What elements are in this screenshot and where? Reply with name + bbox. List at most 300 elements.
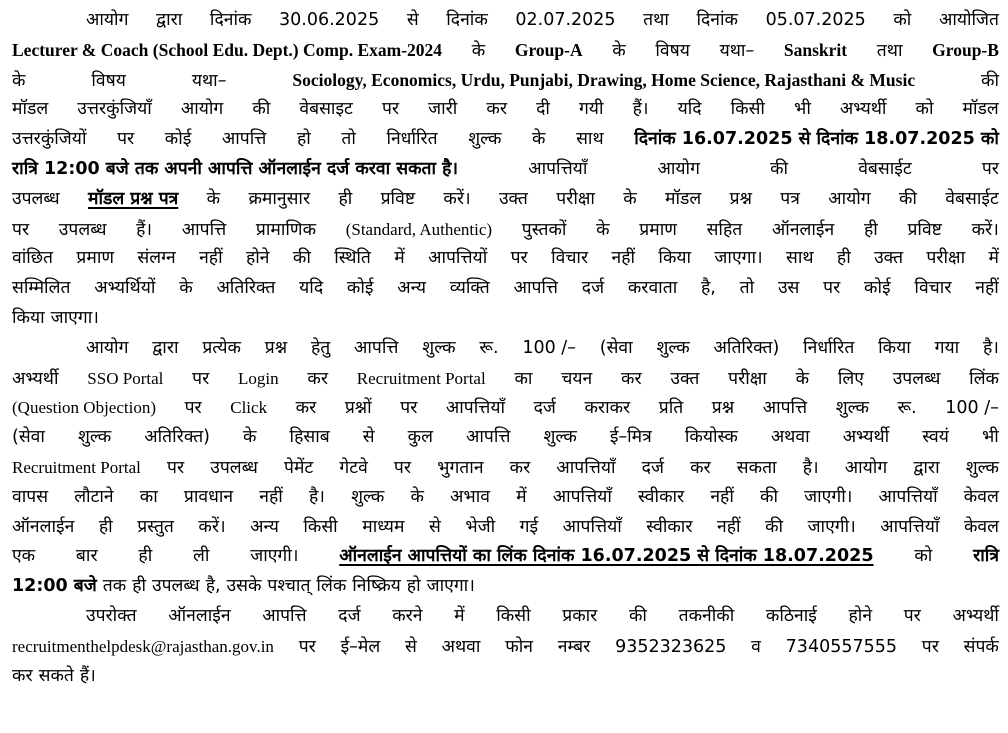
notice-line [12, 334, 999, 364]
notice-line [12, 215, 999, 245]
notice-text: आपत्ति [513, 278, 559, 299]
notice-text: विषय [655, 40, 690, 61]
notice-text: किया [878, 337, 911, 358]
notice-text: किसी [730, 99, 765, 120]
notice-text: अथवा [770, 427, 810, 448]
notice-text: नहीं [259, 486, 283, 507]
notice-text: ई–मित्र [609, 427, 652, 448]
notice-text: आपत्ति [466, 427, 511, 448]
notice-text: प्रश्न [711, 398, 735, 419]
notice-text: अभ्यर्थी [839, 99, 887, 120]
notice-text: विचार [914, 278, 952, 299]
notice-line [12, 304, 999, 334]
notice-text: के [410, 486, 424, 507]
notice-text: आयोग [844, 457, 888, 478]
emphasized-text: 12:00 बजे [12, 576, 97, 597]
notice-text: उक्त [874, 248, 904, 269]
notice-line [12, 662, 999, 692]
notice-text: से [362, 427, 375, 448]
notice-text: ई–मेल [340, 636, 381, 657]
notice-text: पर [192, 368, 210, 389]
notice-text: द्वारा [152, 337, 179, 358]
notice-text: परीक्षा [556, 188, 595, 209]
notice-text: ली [193, 546, 210, 567]
notice-text: व्यक्ति [449, 278, 490, 299]
notice-text: के [471, 40, 486, 61]
notice-line [12, 453, 999, 483]
notice-text: के [532, 129, 546, 150]
notice-text: सम्मिलित [12, 278, 71, 299]
notice-text: के [243, 427, 257, 448]
notice-text: के [179, 278, 193, 299]
notice-text: क्रमानुसार [248, 188, 311, 209]
notice-text: शुल्क [965, 457, 999, 478]
notice-text: आयोजित [938, 10, 999, 30]
notice-text: के [623, 188, 637, 209]
notice-text: शुल्क [468, 129, 502, 150]
notice-line [12, 393, 999, 423]
notice-text: करवाता [627, 278, 678, 299]
emphasized-text: रात्रि 12:00 बजे तक अपनी आपत्ति ऑनलाईन दर्ज करवा सकता है। [12, 158, 459, 179]
notice-text: प्रमाण [76, 248, 115, 269]
notice-text: 9352323625 [615, 636, 727, 657]
notice-text: आपत्तियाँ [445, 398, 506, 419]
notice-text: (सेवा [12, 427, 45, 448]
emphasized-text: Group-B [932, 39, 999, 60]
notice-line [12, 513, 999, 543]
notice-text: दिनांक [446, 10, 488, 30]
notice-text: परीक्षा [926, 248, 966, 269]
notice-text: करें। [443, 188, 471, 209]
notice-text: पर [921, 636, 939, 657]
notice-text: ऑनलाईन [12, 516, 75, 537]
emphasized-text: Click [230, 398, 268, 418]
notice-text: उक्त [498, 188, 528, 209]
emphasized-text: Group-A [514, 39, 583, 60]
notice-text: आपत्ति [354, 337, 399, 358]
notice-text: नहीं [199, 248, 223, 269]
notice-text: शुल्क [351, 486, 385, 507]
notice-text: जाएगी। [807, 516, 856, 537]
notice-text: अभ्यर्थी [12, 368, 59, 389]
notice-text: तक [102, 576, 127, 597]
notice-text: बार [75, 546, 98, 567]
notice-text: प्रकार [562, 605, 598, 626]
notice-text: की [252, 99, 271, 120]
notice-text: फोन [505, 636, 533, 657]
notice-text: अतिरिक्त) [713, 337, 780, 358]
notice-text: आयोग [828, 188, 871, 209]
notice-text: में [454, 605, 465, 626]
notice-text: प्रति [658, 398, 684, 419]
notice-text: दर्ज [641, 457, 664, 478]
notice-text: का [139, 486, 158, 507]
notice-text: अभ्यर्थियों [94, 278, 156, 299]
notice-text: में [394, 248, 405, 269]
notice-text: दी [536, 99, 550, 120]
notice-text: प्रश्न [264, 337, 288, 358]
notice-text: पर [381, 99, 400, 120]
notice-text: हो [406, 576, 421, 597]
notice-text: कर [621, 368, 642, 389]
notice-text: वापस [12, 486, 49, 507]
notice-text: है, [205, 576, 221, 597]
emphasized-text: Lecturer & Coach (School Edu. Dept.) Comp. Exam-2024 [12, 39, 443, 60]
notice-text: की [981, 70, 999, 91]
notice-text: कठिनाई [765, 605, 817, 626]
notice-text: भी [981, 427, 999, 448]
notice-text: कोई [346, 278, 374, 299]
notice-text: कर [12, 665, 33, 686]
notice-text: यदि [677, 99, 702, 120]
emphasized-text: Recruitment Portal [356, 368, 486, 388]
notice-text: तथा [643, 10, 669, 30]
notice-text: किया [658, 248, 692, 269]
notice-text: 30.06.2025 [279, 10, 380, 30]
notice-text: दर्ज [533, 398, 556, 419]
notice-text: लौटाने [74, 486, 114, 507]
notice-text: दिनांक [209, 10, 252, 30]
notice-text: लिंक [969, 368, 999, 389]
notice-text: के [795, 368, 810, 389]
notice-text: पर [400, 398, 418, 419]
notice-text: गेटवे [339, 457, 368, 478]
notice-text: सहित [706, 219, 743, 240]
notice-text: कर [295, 398, 317, 419]
emphasized-text: (Standard, Authentic) [345, 219, 493, 239]
notice-text: प्रत्येक [202, 337, 241, 358]
notice-text: यथा– [719, 40, 755, 61]
notice-text: निष्क्रिय [352, 576, 401, 597]
notice-text: किया [12, 307, 45, 328]
notice-text: की [765, 516, 784, 537]
notice-text: आपत्ति [762, 398, 808, 419]
notice-text: तो [341, 129, 356, 150]
notice-text: है, [701, 278, 716, 299]
notice-line [12, 36, 999, 66]
notice-text: ही [836, 248, 851, 269]
notice-text: प्रामाणिक [255, 219, 317, 240]
notice-text: गई [519, 516, 539, 537]
notice-text: जाएगी। [250, 546, 299, 567]
notice-text: आपत्ति [221, 129, 267, 150]
notice-text: उसके [226, 576, 262, 597]
notice-text: से [428, 516, 441, 537]
notice-text: माध्यम [362, 516, 405, 537]
notice-text: नहीं [611, 248, 636, 269]
notice-text: पर [393, 457, 412, 478]
notice-line [12, 6, 999, 36]
emphasized-text: recruitmenthelpdesk@rajasthan.gov.in [12, 636, 274, 656]
notice-line [12, 542, 999, 572]
emphasized-text: SSO Portal [87, 368, 164, 388]
notice-text: आयोग [180, 99, 224, 120]
notice-text: आपत्तियाँ [556, 457, 616, 478]
notice-text: स्वीकार [646, 516, 693, 537]
notice-text: मॉडल [665, 188, 702, 209]
notice-text: आयोग [657, 158, 700, 179]
notice-text: मॉडल [962, 99, 999, 120]
notice-text: कुल [407, 427, 433, 448]
notice-text: पर [12, 219, 30, 240]
notice-text: कर [486, 99, 507, 120]
notice-line [12, 364, 999, 394]
notice-text: उक्त [670, 368, 700, 389]
notice-text: लिए [837, 368, 864, 389]
notice-text: तो [739, 278, 755, 299]
notice-text: स्वीकार [638, 486, 685, 507]
notice-text: आपत्ति [262, 605, 307, 626]
notice-text: उपरोक्त [86, 605, 137, 626]
notice-text: (सेवा [599, 337, 633, 358]
notice-text: आपत्तियाँ [878, 486, 938, 507]
notice-text: नहीं [975, 278, 999, 299]
notice-text: पर [903, 605, 921, 626]
notice-text: भी [794, 99, 811, 120]
notice-text: अन्य [250, 516, 279, 537]
notice-text: जाएगा। [714, 248, 763, 269]
notice-text: ही [338, 188, 353, 209]
notice-text: विचार [551, 248, 589, 269]
notice-text: आयोग [86, 337, 129, 358]
notice-line [12, 423, 999, 453]
notice-text: नम्बर [557, 636, 591, 657]
notice-text: स्थिति [334, 248, 371, 269]
notice-text: निर्धारित [803, 337, 855, 358]
notice-text: की [292, 248, 311, 269]
notice-text: हो [296, 129, 311, 150]
notice-text: व [751, 636, 761, 657]
notice-text: अभाव [450, 486, 490, 507]
notice-text: से [405, 636, 417, 657]
notice-line [12, 602, 999, 632]
notice-text: सकते [38, 665, 74, 686]
notice-text: विषय [91, 70, 126, 91]
notice-text: भेजी [465, 516, 496, 537]
notice-text: मॉडल [12, 99, 49, 120]
notice-text: की [770, 158, 789, 179]
notice-text: हैं। [136, 219, 153, 240]
notice-line [12, 125, 999, 155]
emphasized-text: Recruitment Portal [12, 457, 141, 477]
notice-text: में [516, 486, 527, 507]
notice-text: एक [12, 546, 36, 567]
emphasized-text: ऑनलाईन आपत्तियों का लिंक दिनांक 16.07.2025 से दिनांक 18.07.2025 [339, 546, 874, 567]
notice-text: साथ [786, 248, 814, 269]
notice-text: को [914, 546, 933, 567]
notice-text: प्रविष्ट [907, 219, 942, 240]
notice-text: पर [823, 278, 841, 299]
notice-text: दर्ज [581, 278, 605, 299]
notice-text: 05.07.2025 [765, 10, 866, 30]
notice-text: स्वयं [922, 427, 949, 448]
notice-text: उपलब्ध [12, 188, 60, 209]
notice-text: पत्र [780, 188, 800, 209]
notice-line [12, 66, 999, 96]
notice-text: कराकर [584, 398, 631, 419]
notice-text: उत्तरकुंजियाँ [77, 99, 152, 120]
notice-text: पर [981, 158, 999, 179]
notice-text: शुल्क [656, 337, 690, 358]
notice-text: 100 /– [522, 337, 576, 358]
emphasized-text: Sanskrit [783, 39, 848, 60]
notice-text: यदि [299, 278, 324, 299]
notice-text: सकता [736, 457, 777, 478]
notice-text: पेमेंट [284, 457, 314, 478]
notice-text: अभ्यर्थी [842, 427, 890, 448]
notice-text: करें। [971, 219, 999, 240]
notice-text: संलग्न [137, 248, 176, 269]
notice-text: शुल्क [422, 337, 456, 358]
notice-text: वेबसाईट [945, 188, 999, 209]
notice-text: को [915, 99, 934, 120]
notice-text: निर्धारित [386, 129, 438, 150]
notice-text: ऑनलाईन [771, 219, 835, 240]
notice-text: उपलब्ध [152, 576, 200, 597]
notice-text: आपत्तियाँ [880, 516, 940, 537]
notice-text: के [206, 188, 221, 209]
emphasized-text: Login [238, 368, 279, 388]
notice-text: कोई [864, 278, 891, 299]
notice-text: हैं। [79, 665, 96, 686]
notice-text: उपलब्ध [892, 368, 941, 389]
notice-text: आपत्ति [181, 219, 227, 240]
notice-text: ऑनलाईन [168, 605, 231, 626]
notice-text: द्वारा [156, 10, 183, 30]
notice-text: की [898, 188, 917, 209]
notice-text: पश्चात् [267, 576, 311, 597]
notice-text: प्रावधान [183, 486, 234, 507]
notice-text: 7340557555 [785, 636, 898, 657]
notice-text: के [612, 40, 626, 61]
notice-text: कोई [164, 129, 192, 150]
notice-text: वेबसाइट [299, 99, 353, 120]
notice-text: जाएगी। [804, 486, 853, 507]
notice-text: दर्ज [338, 605, 361, 626]
notice-text: पर [184, 398, 202, 419]
notice-text: उपलब्ध [210, 457, 258, 478]
notice-text: तथा [876, 40, 903, 61]
notice-text: प्रश्नों [344, 398, 372, 419]
notice-text: की [760, 486, 779, 507]
notice-text: प्रविष्ट [380, 188, 416, 209]
notice-text: जारी [428, 99, 458, 120]
notice-text: हेतु [310, 337, 331, 358]
notice-text: की [628, 605, 647, 626]
notice-text: ही [138, 546, 153, 567]
notice-text: करने [392, 605, 423, 626]
notice-text: गया [934, 337, 960, 358]
notice-text: नहीं [717, 516, 741, 537]
emphasized-text: (Question Objection) [12, 398, 156, 418]
notice-text: प्रमाण [639, 219, 677, 240]
notice-text: द्वारा [913, 457, 940, 478]
notice-text: प्रश्न [729, 188, 752, 209]
notice-text: हैं। [632, 99, 649, 120]
notice-text: पर [167, 457, 185, 478]
notice-text: 02.07.2025 [515, 10, 616, 30]
notice-text: नहीं [710, 486, 734, 507]
notice-line [12, 185, 999, 215]
notice-text: आपत्तियाँ [552, 486, 612, 507]
notice-text: अथवा [441, 636, 481, 657]
notice-text: हिसाब [289, 427, 330, 448]
notice-text: आयोग [86, 10, 129, 30]
notice-line [12, 244, 999, 274]
notice-text: उपलब्ध [58, 219, 107, 240]
notice-text: करें। [198, 516, 226, 537]
notice-text: है। [982, 337, 999, 358]
notice-text: दिनांक [696, 10, 738, 30]
notice-text: पर [510, 248, 528, 269]
notice-text: है। [802, 457, 819, 478]
notice-text: जाएगा। [50, 307, 99, 328]
notice-text: लिंक [316, 576, 347, 597]
notice-text: चयन [561, 368, 593, 389]
notice-text: ही [132, 576, 147, 597]
notice-text: को [893, 10, 912, 30]
notice-text: आपत्तियाँ [562, 516, 622, 537]
notice-text: अतिरिक्त [216, 278, 276, 299]
notice-text: अतिरिक्त) [144, 427, 210, 448]
notice-text: से [406, 10, 419, 30]
notice-text: का [514, 368, 533, 389]
notice-text: कर [307, 368, 329, 389]
notice-line [12, 632, 999, 662]
notice-text: में [988, 248, 999, 269]
notice-text: ही [863, 219, 878, 240]
notice-text: यथा– [191, 70, 227, 91]
notice-text: उत्तरकुंजियों [12, 129, 87, 150]
notice-line [12, 572, 999, 602]
emphasized-text: दिनांक 16.07.2025 से दिनांक 18.07.2025 को [634, 129, 999, 150]
notice-text: साथ [576, 129, 604, 150]
notice-text: वेबसाईट [858, 158, 912, 179]
notice-text: भुगतान [437, 457, 484, 478]
emphasized-text: रात्रि [973, 546, 999, 567]
notice-text: कर [690, 457, 711, 478]
notice-text: शुल्क [77, 427, 112, 448]
notice-text: अन्य [397, 278, 426, 299]
notice-text: केवल [963, 516, 999, 537]
notice-text: के [596, 219, 610, 240]
notice-text: किसी [303, 516, 338, 537]
notice-text: केवल [963, 486, 999, 507]
notice-text: वांछित [12, 248, 54, 269]
notice-line [12, 155, 999, 185]
notice-text: ही [98, 516, 113, 537]
notice-line [12, 274, 999, 304]
notice-text: होने [245, 248, 270, 269]
notice-text: कर [509, 457, 531, 478]
notice-text: पुस्तकों [521, 219, 567, 240]
notice-text: गयी [578, 99, 604, 120]
notice-text: है। [308, 486, 325, 507]
notice-text: उस [777, 278, 800, 299]
notice-text: शुल्क [835, 398, 869, 419]
notice-line [12, 483, 999, 513]
notice-text: रू. [479, 337, 499, 358]
notice-text: होने [848, 605, 873, 626]
notice-line [12, 95, 999, 125]
notice-text: 100 /– [945, 398, 999, 419]
notice-text: पर [117, 129, 135, 150]
notice-text: परीक्षा [728, 368, 767, 389]
notice-text: पर [298, 636, 316, 657]
emphasized-text: मॉडल प्रश्न पत्र [87, 188, 179, 209]
notice-text: आपत्तियों [428, 248, 488, 269]
notice-text: जाएगा। [426, 576, 475, 597]
